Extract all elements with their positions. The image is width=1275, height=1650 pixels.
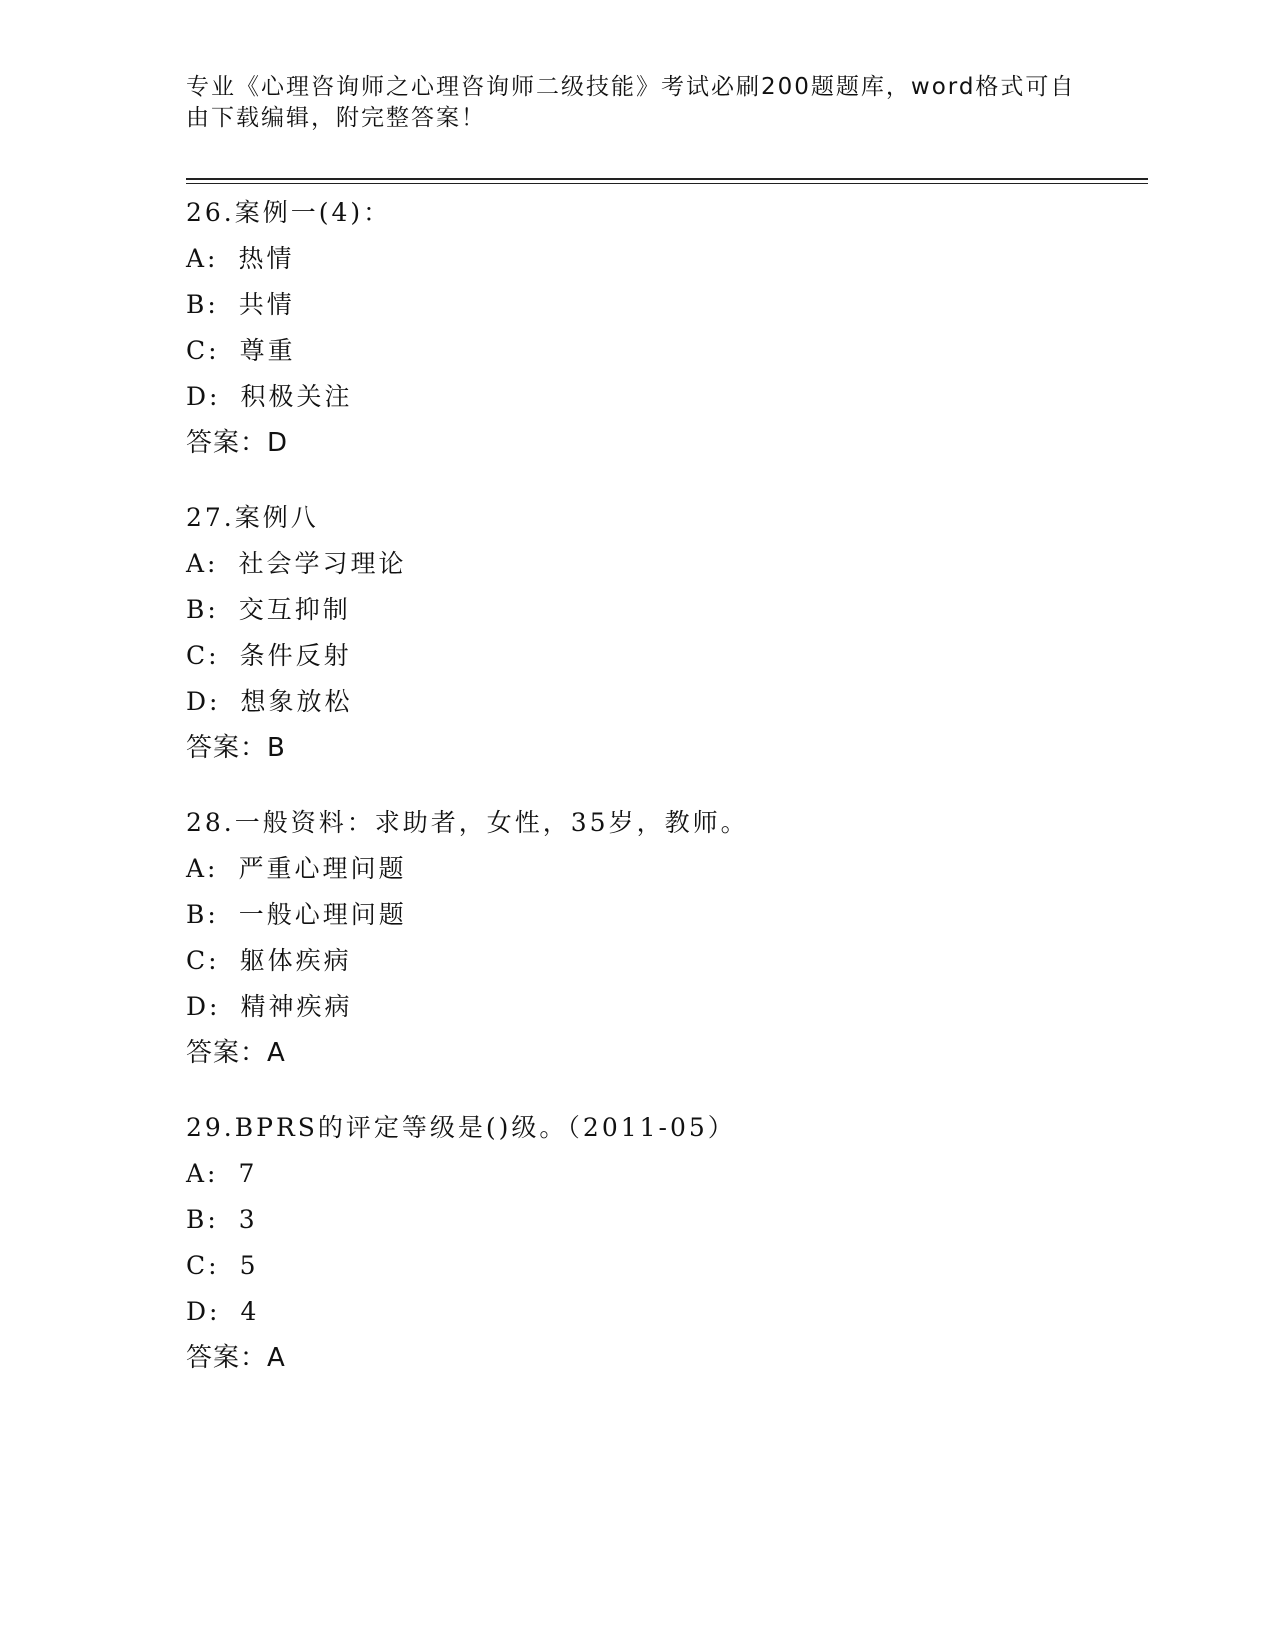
option-text: 积极关注 — [240, 382, 353, 411]
option-letter: C: — [186, 946, 220, 975]
option-letter: D: — [186, 992, 221, 1021]
option-letter: A: — [186, 854, 219, 883]
question-list — [186, 190, 1146, 1410]
option-letter: A: — [186, 549, 219, 578]
option-letter: B: — [186, 900, 219, 929]
option-a — [186, 846, 1146, 892]
question-29 — [186, 1105, 1146, 1381]
option-text: 共情 — [238, 290, 295, 319]
question-stem: 28.一般资料：求助者，女性，35岁，教师。 — [186, 808, 749, 837]
option-letter: C: — [186, 641, 220, 670]
option-text: 严重心理问题 — [238, 854, 407, 883]
question-stem: 27.案例八 — [186, 503, 319, 532]
option-letter: A: — [186, 244, 219, 273]
header-divider-thin — [186, 183, 1148, 184]
option-text: 3 — [238, 1205, 258, 1234]
option-text: 一般心理问题 — [238, 900, 407, 929]
option-letter: D: — [186, 687, 221, 716]
option-c — [186, 328, 1146, 374]
option-letter: C: — [186, 336, 220, 365]
option-text: 想象放松 — [240, 687, 353, 716]
option-text: 热情 — [238, 244, 295, 273]
option-letter: B: — [186, 1205, 219, 1234]
option-d — [186, 374, 1146, 420]
option-text: 5 — [239, 1251, 259, 1280]
answer-line: 答案：A — [186, 1343, 286, 1373]
option-b — [186, 892, 1146, 938]
question-28 — [186, 800, 1146, 1076]
option-text: 条件反射 — [239, 641, 352, 670]
question-27 — [186, 495, 1146, 771]
document-header — [186, 72, 1086, 134]
option-letter: B: — [186, 595, 219, 624]
option-d — [186, 679, 1146, 725]
option-c — [186, 1243, 1146, 1289]
option-letter: D: — [186, 382, 221, 411]
option-d — [186, 984, 1146, 1030]
question-stem: 26.案例一(4)： — [186, 198, 392, 227]
option-text: 躯体疾病 — [239, 946, 352, 975]
option-text: 交互抑制 — [238, 595, 351, 624]
option-b — [186, 587, 1146, 633]
option-b — [186, 282, 1146, 328]
header-divider-thick — [186, 178, 1148, 180]
option-text: 4 — [240, 1297, 260, 1326]
option-text: 7 — [238, 1159, 258, 1188]
option-a — [186, 236, 1146, 282]
option-text: 社会学习理论 — [238, 549, 407, 578]
option-text: 精神疾病 — [240, 992, 353, 1021]
option-a — [186, 1151, 1146, 1197]
header-line-2: 由下载编辑，附完整答案！ — [186, 105, 486, 131]
option-letter: D: — [186, 1297, 221, 1326]
header-line-1: 专业《心理咨询师之心理咨询师二级技能》考试必刷200题题库，word格式可自 — [186, 74, 1076, 100]
option-c — [186, 633, 1146, 679]
option-d — [186, 1289, 1146, 1335]
answer-line: 答案：D — [186, 428, 289, 458]
answer-line: 答案：B — [186, 733, 286, 763]
question-stem: 29.BPRS的评定等级是()级。（2011-05） — [186, 1113, 736, 1142]
option-letter: B: — [186, 290, 219, 319]
question-26 — [186, 190, 1146, 466]
option-c — [186, 938, 1146, 984]
option-b — [186, 1197, 1146, 1243]
option-a — [186, 541, 1146, 587]
option-letter: C: — [186, 1251, 220, 1280]
option-letter: A: — [186, 1159, 219, 1188]
answer-line: 答案：A — [186, 1038, 286, 1068]
option-text: 尊重 — [239, 336, 296, 365]
